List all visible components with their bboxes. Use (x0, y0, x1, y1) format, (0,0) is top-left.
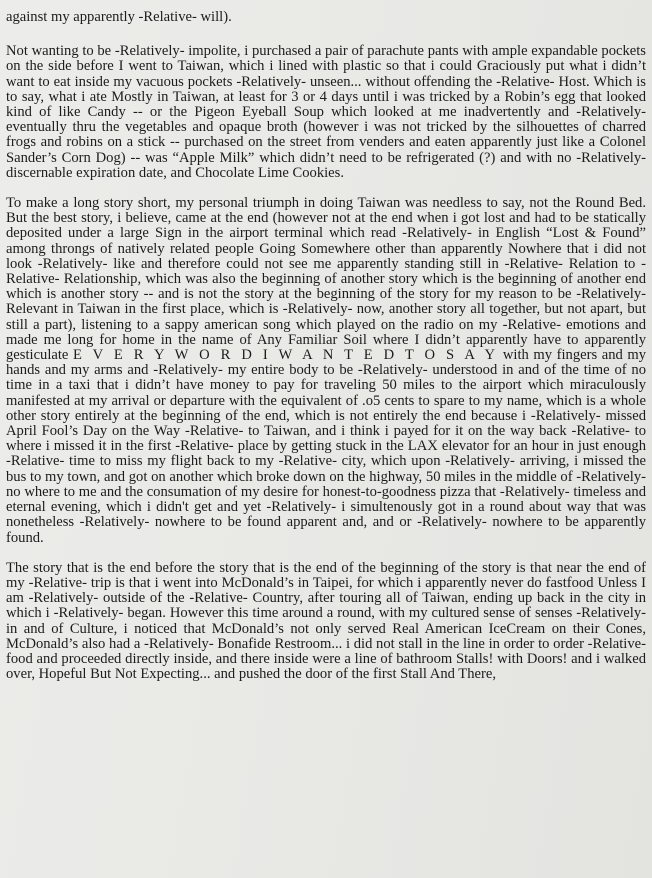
paragraph-3-part-1: To make a long story short, my personal triumph in doing Taiwan was needless to say, not the Round Bed. But the best story, i believe, came at the end (however not at the end when i got lost and had to be statically deposited under a large Sign in the airport terminal which read -Relatively- in English “Lost & Found” among throngs of natively related people Going Somewhere other than apparently Nowhere that i did not look -Relatively- like and therefore could not see me apparently standing still in -Relative- Relation to -Relative- Relationship, which was also the beginning of another story which is the beginning of another end which is another story -- and is not the story at the beginning of the story for my reason to be -Relatively- Relevant in Taiwan in the first place, which is -Relatively- now, another story all together, but not apart, but still a part), listening to a sappy american song which played on the radio on my -Relative- emotions and made me long for home in the name of Any Familiar Soil where I didn’t apparently have to apparently gesticulate (6, 195, 646, 364)
document-body (6, 10, 646, 697)
paragraph-3 (6, 196, 646, 546)
paragraph-3-part-2: with my fingers and my hands and my arms and -Relatively- my entire body to be -Relatively- understood in and of the time of no time in a taxi that i didn’t have money to pay for traveling 50 miles to the airport which miraculously manifested at my arrival or departure with the equivalent of .o5 cents to spare to my name, which is a whole other story entirely at the beginning of the end, which is not entirely the end because i -Relatively- missed April Fool’s Day on the Way -Relative- to Taiwan, and i think i payed for it on the way back -Relative- to where i missed it in the first -Relative- place by getting stuck in the LAX elevator for an hour in just enough -Relative- time to miss my flight back to my -Relative- city, which upon -Relatively- arriving, i missed the bus to my town, and got on another which broke down on the highway, 50 miles in the middle of -Relatively- no where to me and the consumation of my desire for honest-to-goodness pizza that -Relatively- timeless and eternal evening, which i didn't get and yet -Relatively- i simultenously got in a round about way that was nonetheless -Relatively- nowhere to be found apparent and, and or -Relatively- nowhere to be apparently found. (6, 347, 647, 546)
paragraph-4: The story that is the end before the story that is the end of the beginning of the story is that near the end of my -Relative- trip is that i went into McDonald’s in Taipei, for which i apparently never do fastfood Unless I am -Relatively- outside of the -Relative- Country, after touring all of Taiwan, ending up back in the city in which i -Relatively- began. However this time around a round, with my cultured sense of senses -Relatively- in and of Culture, i noticed that McDonald’s not only served Real American IceCream on their Cones, McDonald’s also had a -Relatively- Bonafide Restroom... i did not stall in the line in order to order -Relative- food and proceeded directly inside, and there inside were a line of bathroom Stalls! with Doors! and i walked over, Hopeful But Not Expecting... and pushed the door of the first Stall And There, (6, 559, 646, 683)
paragraph-1: against my apparently -Relative- will). (6, 9, 232, 25)
spaced-phrase: E V E R Y W O R D I W A N T E D T O S A Y (73, 347, 499, 364)
paragraph-2: Not wanting to be -Relatively- impolite, i purchased a pair of parachute pants with ample expandable pockets on the side before I went to Taiwan, which i lined with plastic so that i could Graciously put what i didn’t want to eat inside my vacuous pockets -Relatively- unseen... without offending the -Relative- Host. Which is to say, what i ate Mostly in Taiwan, at least for 3 or 4 days until i was tricked by a Robin’s egg that looked kind of like Candy -- or the Pigeon Eyeball Soup which looked at me inadvertently and -Relatively- eventually thru the vegetables and opaque broth (however i was not tricked by the silhouettes of charred frogs and robins on a stick -- purchased on the street from venders and eaten apparently just like a Colonel Sander’s Corn Dog) -- was “Apple Milk” which didn’t need to be refrigerated (?) and with no -Relatively- discernable expiration date, and Chocolate Lime Cookies. (6, 43, 646, 181)
